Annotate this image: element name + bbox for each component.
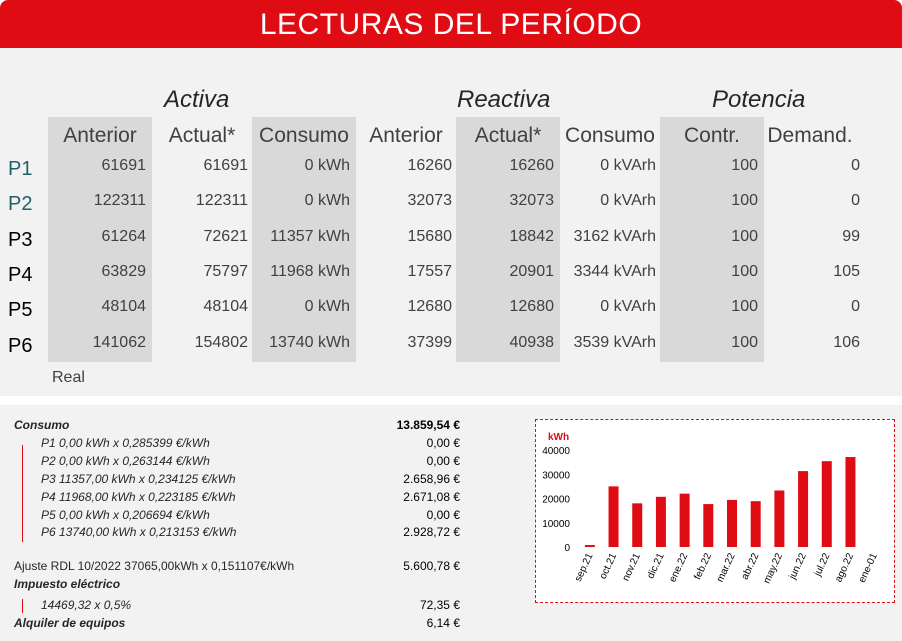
chart-bar (703, 504, 713, 547)
chart-y-tick-label: 30000 (542, 470, 570, 482)
group-potencia: Potencia (712, 86, 806, 113)
cell-p2-contr: 100 (731, 192, 758, 209)
cell-p2-activa-consumo: 0 kWh (304, 192, 350, 209)
row-label-p4: P4 (8, 264, 33, 286)
cell-p5-contr: 100 (731, 298, 758, 315)
chart-bar (656, 497, 666, 547)
cell-p1-activa-consumo: 0 kWh (304, 157, 350, 174)
ajuste-amount: 5.600,78 € (403, 559, 460, 573)
chart-x-tick-label: jul.22 (812, 551, 833, 578)
cell-p6-activa-anterior: 141062 (92, 334, 146, 351)
row-label-p1: P1 (8, 158, 33, 180)
chart-x-tick-label: ene.22 (667, 551, 691, 584)
chart-bar (822, 461, 832, 547)
chart-x-tick-label: sep.21 (572, 551, 596, 584)
chart-bar (845, 457, 855, 547)
cell-p2-activa-actual: 122311 (195, 192, 248, 209)
page-title: LECTURAS DEL PERÍODO (259, 8, 643, 41)
row-label-p6: P6 (8, 335, 33, 357)
col-reactiva-anterior: Anterior (369, 124, 443, 147)
row-label-p2: P2 (8, 193, 33, 215)
cell-p1-contr: 100 (731, 157, 758, 174)
consumption-chart-svg (536, 420, 894, 602)
cell-p4-reactiva-anterior: 17557 (407, 263, 452, 280)
row-label-p5: P5 (8, 299, 33, 321)
col-activa-anterior: Anterior (63, 124, 137, 147)
consumo-amount-p3: 2.658,96 € (403, 472, 460, 486)
cell-p4-demand: 105 (833, 263, 860, 280)
chart-x-tick-label: dic.21 (645, 551, 667, 581)
col-potencia-contr: Contr. (683, 124, 741, 147)
cell-p3-reactiva-anterior: 15680 (407, 228, 452, 245)
cell-p4-reactiva-consumo: 3344 kVArh (573, 263, 656, 280)
reading-type-note: Real (52, 369, 85, 386)
ajuste-line: Ajuste RDL 10/2022 37065,00kWh x 0,151107€/kWh (14, 559, 295, 573)
cell-p5-activa-anterior: 48104 (101, 298, 146, 315)
chart-x-tick-label: may.22 (761, 551, 786, 586)
chart-y-tick-label: 40000 (542, 446, 570, 457)
consumo-amount-p6: 2.928,72 € (403, 525, 460, 539)
consumo-total: 13.859,54 € (396, 418, 460, 432)
consumo-amount-p4: 2.671,08 € (403, 490, 460, 504)
consumo-line-p6: P6 13740,00 kWh x 0,213153 €/kWh (41, 525, 237, 539)
cell-p5-demand: 0 (851, 298, 860, 315)
cell-p3-demand: 99 (842, 228, 860, 245)
consumo-line-p3: P3 11357,00 kWh x 0,234125 €/kWh (41, 472, 236, 486)
alquiler-label: Alquiler de equipos (14, 616, 126, 630)
chart-x-tick-label: nov.21 (620, 551, 643, 583)
cell-p2-demand: 0 (851, 192, 860, 209)
consumo-label: Consumo (14, 418, 70, 432)
cell-p4-activa-consumo: 11968 kWh (270, 263, 350, 280)
chart-y-tick-label: 20000 (542, 494, 570, 506)
group-activa: Activa (164, 86, 230, 113)
chart-x-tick-label: jun.22 (787, 551, 809, 581)
consumo-line-p2: P2 0,00 kWh x 0,263144 €/kWh (41, 454, 210, 468)
col-activa-actual: Actual* (168, 124, 236, 147)
chart-y-tick-label: 10000 (542, 518, 570, 530)
chart-bar (774, 490, 784, 547)
impuesto-bracket-line (22, 599, 23, 613)
cell-p6-reactiva-consumo: 3539 kVArh (573, 334, 656, 351)
chart-bar (798, 471, 808, 547)
cell-p1-demand: 0 (851, 157, 860, 174)
consumo-bracket-line (22, 445, 23, 542)
cell-p3-activa-anterior: 61264 (101, 228, 146, 245)
col-potencia-demand: Demand. (767, 124, 853, 147)
chart-x-tick-label: abr.22 (739, 551, 762, 582)
cell-p2-activa-anterior: 122311 (93, 192, 146, 209)
cell-p5-reactiva-anterior: 12680 (407, 298, 452, 315)
group-reactiva: Reactiva (457, 86, 551, 113)
cell-p1-reactiva-anterior: 16260 (407, 157, 452, 174)
chart-y-tick-label: 0 (564, 543, 570, 554)
cell-p6-contr: 100 (731, 334, 758, 351)
alquiler-amount: 6,14 € (426, 616, 460, 630)
cell-p6-demand: 106 (833, 334, 860, 351)
impuesto-line: 14469,32 x 0,5% (41, 598, 132, 612)
cell-p1-activa-actual: 61691 (203, 157, 248, 174)
cell-p6-activa-consumo: 13740 kWh (269, 334, 350, 351)
consumo-amount-p5: 0,00 € (426, 508, 460, 522)
cell-p3-reactiva-actual: 18842 (509, 228, 554, 245)
consumo-line-p1: P1 0,00 kWh x 0,285399 €/kWh (41, 436, 210, 450)
row-label-p3: P3 (8, 229, 33, 251)
impuesto-label: Impuesto eléctrico (14, 577, 121, 591)
col-reactiva-actual: Actual* (474, 124, 542, 147)
cell-p2-reactiva-consumo: 0 kVArh (600, 192, 656, 209)
cell-p5-reactiva-consumo: 0 kVArh (600, 298, 656, 315)
chart-x-tick-label: ago.22 (833, 551, 857, 584)
chart-x-tick-label: oct.21 (597, 551, 620, 581)
cell-p4-contr: 100 (731, 263, 758, 280)
chart-x-tick-label: ene-01 (856, 551, 880, 585)
cell-p1-activa-anterior: 61691 (101, 157, 146, 174)
consumo-line-p5: P5 0,00 kWh x 0,206694 €/kWh (41, 508, 210, 522)
col-reactiva-consumo: Consumo (565, 124, 655, 147)
cell-p2-reactiva-anterior: 32073 (407, 192, 452, 209)
chart-bar (632, 503, 642, 547)
chart-bar (609, 486, 619, 547)
consumption-chart (535, 419, 895, 603)
impuesto-amount: 72,35 € (419, 598, 460, 612)
consumo-amount-p1: 0,00 € (426, 436, 460, 450)
cell-p2-reactiva-actual: 32073 (509, 192, 554, 209)
cell-p1-reactiva-consumo: 0 kVArh (600, 157, 656, 174)
page-title-bar (0, 0, 902, 48)
cell-p3-contr: 100 (731, 228, 758, 245)
consumo-line-p4: P4 11968,00 kWh x 0,223185 €/kWh (41, 490, 236, 504)
cell-p3-activa-actual: 72621 (203, 228, 248, 245)
cell-p4-activa-actual: 75797 (203, 263, 248, 280)
col-activa-consumo: Consumo (259, 124, 349, 147)
cell-p6-reactiva-anterior: 37399 (407, 334, 452, 351)
cell-p4-reactiva-actual: 20901 (509, 263, 554, 280)
cell-p6-reactiva-actual: 40938 (509, 334, 554, 351)
chart-bar (727, 500, 737, 547)
chart-x-tick-label: feb.22 (692, 551, 715, 582)
cell-p5-reactiva-actual: 12680 (509, 298, 554, 315)
chart-bar (585, 545, 595, 547)
chart-bar (751, 501, 761, 547)
consumo-amount-p2: 0,00 € (426, 454, 460, 468)
cell-p4-activa-anterior: 63829 (101, 263, 146, 280)
cell-p3-reactiva-consumo: 3162 kVArh (573, 228, 656, 245)
cell-p5-activa-actual: 48104 (203, 298, 248, 315)
chart-bar (680, 494, 690, 547)
chart-x-tick-label: mar.22 (714, 551, 738, 584)
chart-unit-label: kWh (548, 432, 570, 443)
cell-p3-activa-consumo: 11357 kWh (270, 228, 350, 245)
cell-p5-activa-consumo: 0 kWh (304, 298, 350, 315)
cell-p6-activa-actual: 154802 (194, 334, 248, 351)
cell-p1-reactiva-actual: 16260 (509, 157, 554, 174)
